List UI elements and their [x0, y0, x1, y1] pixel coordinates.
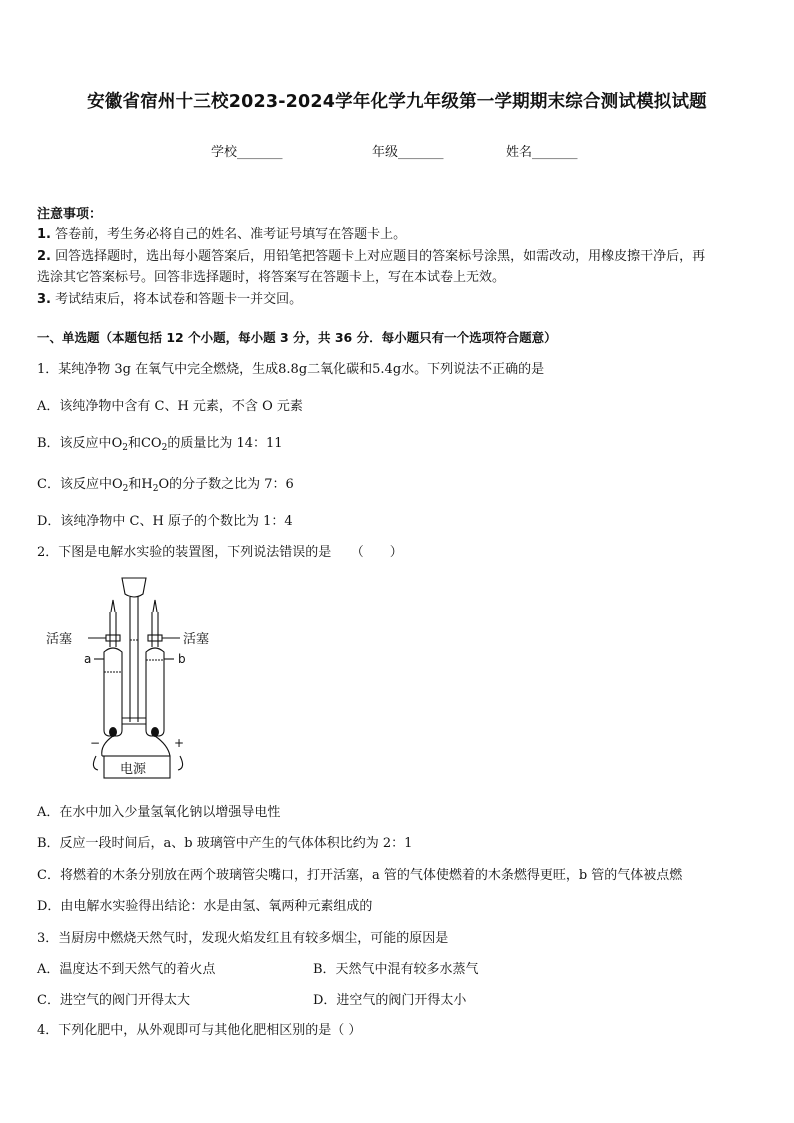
q3-option-a[interactable]: A．温度达不到天然气的着火点: [37, 962, 216, 977]
label-tube-b: b: [178, 652, 186, 666]
tube-b: [146, 648, 164, 736]
reservoir-funnel: [122, 578, 146, 597]
label-stopcock-left: 活塞: [46, 632, 73, 647]
q1-option-d[interactable]: D．该纯净物中 C、H 原子的个数比为 1：4: [37, 514, 293, 529]
q1-b-post: 的质量比为 14：11: [167, 436, 283, 451]
label-tube-a: a: [84, 652, 92, 666]
electrolysis-apparatus-figure: [40, 570, 210, 785]
q1-c-and: 和: [128, 477, 142, 492]
label-stopcock-right: 活塞: [183, 632, 210, 647]
grade-field[interactable]: 年级_______: [372, 145, 444, 160]
notice-item-2-text: 回答选择题时，选出每小题答案后，用铅笔把答题卡上对应题目的答案标号涂黑，如需改动，用橡皮擦干净后，再: [55, 249, 706, 264]
notice-item-1: [37, 223, 406, 242]
name-field[interactable]: 姓名_______: [506, 145, 578, 160]
q1-c-pre: C．该反应中: [37, 477, 112, 492]
stopcock-left[interactable]: [106, 635, 120, 641]
notice-item-3: [37, 288, 302, 307]
q1-b-and: 和: [127, 436, 141, 451]
label-power: 电源: [120, 762, 147, 777]
q2-option-d[interactable]: D．由电解水实验得出结论：水是由氢、氧两种元素组成的: [37, 899, 373, 914]
q1-option-a[interactable]: A．该纯净物中含有 C、H 元素，不含 O 元素: [37, 399, 303, 414]
stopcock-right[interactable]: [148, 635, 162, 641]
q1-b-co: CO: [140, 436, 162, 451]
label-positive: +: [174, 736, 185, 750]
q2-stem: 2．下图是电解水实验的装置图，下列说法错误的是 （ ）: [37, 545, 403, 560]
label-negative: −: [90, 736, 101, 750]
q1-b-pre: B．该反应中: [37, 436, 112, 451]
q2-option-a[interactable]: A．在水中加入少量氢氧化钠以增强导电性: [37, 805, 281, 820]
q1-b-co-sub: 2: [161, 443, 168, 453]
electrode-left: [109, 727, 117, 737]
q1-c-h-o: O: [158, 477, 170, 492]
q3-option-c[interactable]: C．进空气的阀门开得太大: [37, 993, 190, 1008]
q3-option-d[interactable]: D．进空气的阀门开得太小: [313, 993, 467, 1008]
notice-item-3-text: 考试结束后，将本试卷和答题卡一并交回。: [55, 292, 303, 307]
q1-c-h: H: [141, 477, 153, 492]
electrode-right: [151, 727, 159, 737]
q1-c-post: 的分子数之比为 7：6: [169, 477, 294, 492]
q1-b-o: O: [111, 436, 123, 451]
q1-co2-mass: 8.8g: [278, 362, 308, 377]
notice-item-2: [37, 245, 705, 264]
q3-stem: 3．当厨房中燃烧天然气时，发现火焰发红且有较多烟尘，可能的原因是: [37, 931, 449, 946]
q1-stem-c: 水。下列说法不正确的是: [401, 362, 545, 377]
notice-item-1-text: 答卷前，考生务必将自己的姓名、准考证号填写在答题卡上。: [55, 227, 407, 242]
q1-stem-b: 二氧化碳和: [307, 362, 373, 377]
middle-tube: [130, 597, 138, 722]
tube-a: [104, 648, 122, 736]
q1-stem: [37, 358, 544, 377]
q1-c-o: O: [111, 477, 123, 492]
notice-item-3-number: 3.: [37, 292, 51, 307]
q1-h2o-mass: 5.4g: [372, 362, 402, 377]
notice-item-2-cont: 选涂其它答案标号。回答非选择题时，将答案写在答题卡上，写在本试卷上无效。: [37, 270, 506, 285]
exam-title: 安徽省宿州十三校2023-2024学年化学九年级第一学期期末综合测试模拟试题: [87, 92, 707, 112]
notice-heading: 注意事项：: [37, 207, 103, 222]
q1-c-o-sub: 2: [122, 484, 129, 494]
q1-option-b[interactable]: [37, 432, 283, 451]
q2-option-b[interactable]: B．反应一段时间后，a、b 玻璃管中产生的气体体积比约为 2：1: [37, 836, 413, 851]
q1-c-h-sub: 2: [152, 484, 159, 494]
notice-item-1-number: 1.: [37, 227, 51, 242]
q4-stem: 4．下列化肥中，从外观即可与其他化肥相区别的是（ ）: [37, 1023, 362, 1038]
section-heading: 一、单选题（本题包括 12 个小题，每小题 3 分，共 36 分．每小题只有一个选项符合题意）: [37, 330, 557, 345]
q1-stem-a: 1．某纯净物 3g 在氧气中完全燃烧，生成: [37, 362, 279, 377]
notice-item-2-number: 2.: [37, 249, 51, 264]
q3-option-b[interactable]: B．天然气中混有较多水蒸气: [313, 962, 479, 977]
q1-option-c[interactable]: [37, 473, 294, 492]
q1-b-o-sub: 2: [122, 443, 128, 453]
school-field[interactable]: 学校_______: [211, 145, 283, 160]
q2-option-c[interactable]: C．将燃着的木条分别放在两个玻璃管尖嘴口，打开活塞，a 管的气体使燃着的木条燃得更旺，b 管的气体被点燃: [37, 868, 683, 883]
